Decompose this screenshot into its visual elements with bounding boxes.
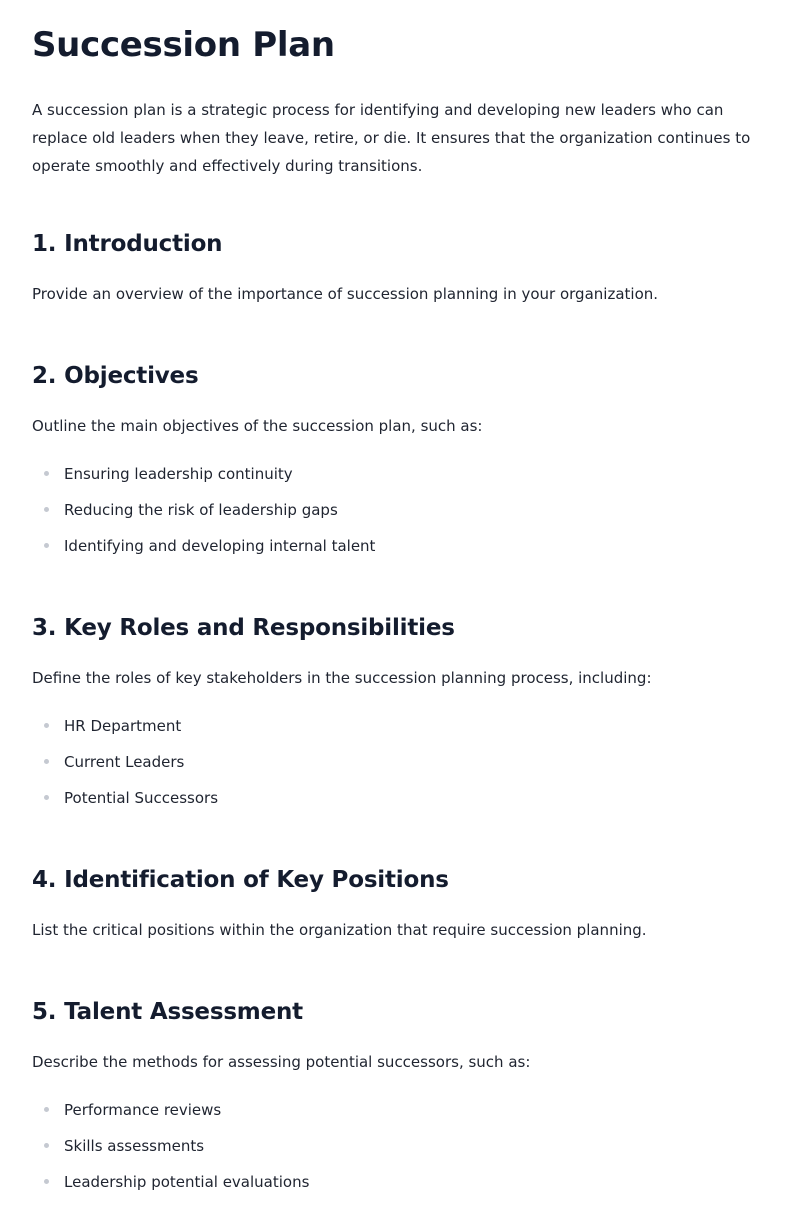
section-talent-assessment xyxy=(32,996,768,1206)
assessment-list xyxy=(32,1098,768,1206)
page-title: Succession Plan xyxy=(32,25,335,65)
list-item-text: Skills assessments xyxy=(64,1137,205,1155)
list-item xyxy=(32,786,768,822)
section-text: List the critical positions within the organization that require succession planning. xyxy=(32,921,647,939)
bullet-icon xyxy=(44,759,49,764)
bullet-icon xyxy=(44,723,49,728)
bullet-icon xyxy=(44,543,49,548)
bullet-icon xyxy=(44,795,49,800)
section-text: Describe the methods for assessing potential successors, such as: xyxy=(32,1053,531,1071)
list-item-text: Leadership potential evaluations xyxy=(64,1173,310,1191)
roles-list xyxy=(32,714,768,822)
bullet-icon xyxy=(44,507,49,512)
bullet-icon xyxy=(44,471,49,476)
list-item-text: Potential Successors xyxy=(64,789,219,807)
section-text: Define the roles of key stakeholders in the succession planning process, including: xyxy=(32,669,652,687)
section-key-positions xyxy=(32,864,768,942)
list-item-text: Reducing the risk of leadership gaps xyxy=(64,501,338,519)
list-item xyxy=(32,714,768,750)
section-key-roles xyxy=(32,612,768,822)
list-item xyxy=(32,1098,768,1134)
section-text: Provide an overview of the importance of succession planning in your organization. xyxy=(32,285,659,303)
list-item xyxy=(32,498,768,534)
section-heading: 3. Key Roles and Responsibilities xyxy=(32,615,455,641)
list-item xyxy=(32,1134,768,1170)
intro-paragraph: A succession plan is a strategic process for identifying and developing new leaders who can replace old leaders when they leave, retire, or die. It ensures that the organization continues to operate smoothly and effectively during transitions. xyxy=(32,101,751,175)
bullet-icon xyxy=(44,1179,49,1184)
section-objectives xyxy=(32,360,768,570)
list-item-text: Ensuring leadership continuity xyxy=(64,465,293,483)
objectives-list xyxy=(32,462,768,570)
section-heading: 1. Introduction xyxy=(32,231,223,257)
list-item-text: Identifying and developing internal talent xyxy=(64,537,376,555)
section-heading: 5. Talent Assessment xyxy=(32,999,303,1025)
section-heading: 4. Identification of Key Positions xyxy=(32,867,449,893)
list-item-text: Current Leaders xyxy=(64,753,185,771)
list-item xyxy=(32,1170,768,1206)
list-item xyxy=(32,462,768,498)
list-item xyxy=(32,750,768,786)
bullet-icon xyxy=(44,1143,49,1148)
bullet-icon xyxy=(44,1107,49,1112)
list-item xyxy=(32,534,768,570)
section-introduction xyxy=(32,228,768,306)
section-heading: 2. Objectives xyxy=(32,363,199,389)
section-text: Outline the main objectives of the succession plan, such as: xyxy=(32,417,483,435)
list-item-text: Performance reviews xyxy=(64,1101,222,1119)
list-item-text: HR Department xyxy=(64,717,182,735)
